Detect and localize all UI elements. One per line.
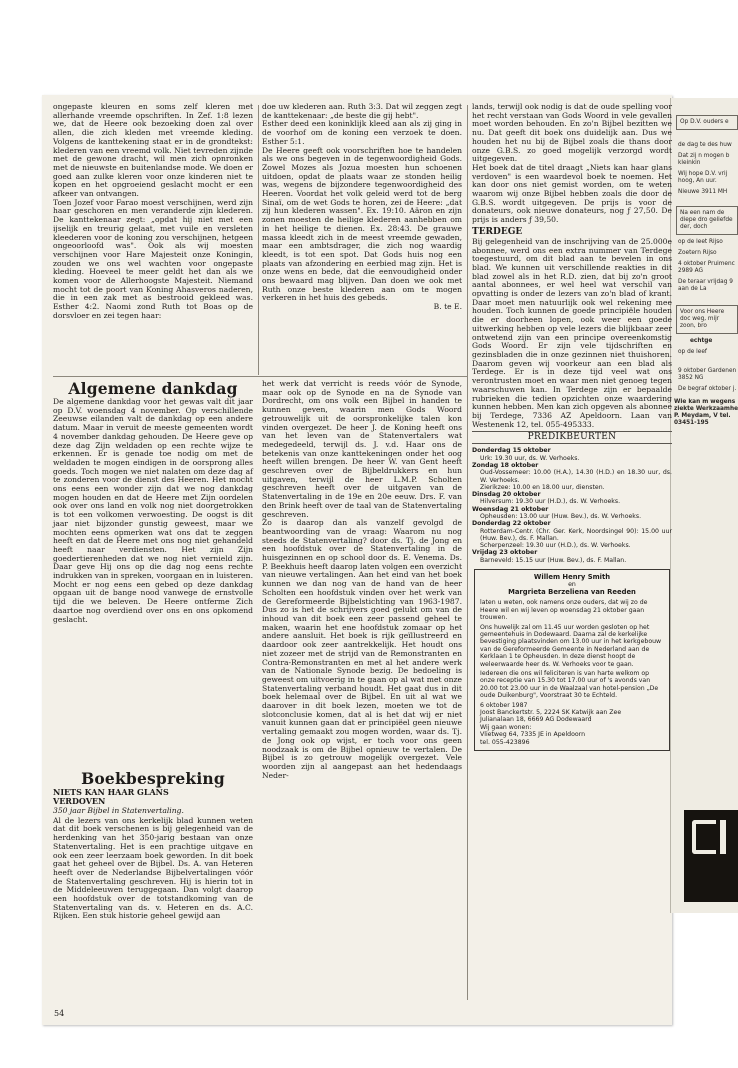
adjacent-page-fragments	[670, 112, 738, 427]
pred-day: Vrijdag 23 oktober	[472, 549, 538, 557]
fragment: De teraar vrijdag 9 aan de La	[678, 279, 733, 292]
notice-line: Wij gaan wonen:	[480, 723, 532, 731]
fragment-box: Op D.V. ouders e	[676, 115, 738, 130]
pred-day: Donderdag 15 oktober	[472, 447, 551, 455]
pred-day-block	[472, 447, 672, 462]
pred-service: Urk: 19.30 uur, ds. W. Verhoeks.	[480, 454, 580, 462]
pred-service: Zierikzee: 10.00 en 18.00 uur, diensten.	[480, 483, 605, 491]
pred-day-block	[472, 549, 672, 564]
paragraph: Esther deed een koninklijk kleed aan als zij ging in de voorhof om de koning een verzoek te doen. Esther 5:1.	[262, 119, 462, 146]
boekbespreking-heading: Boekbespreking	[81, 769, 225, 788]
fragment: de dag te des huw	[678, 142, 732, 148]
pred-service: Scherpenzeel: 19.30 uur (H.D.), ds. W. Verhoeks.	[480, 542, 631, 550]
advertisement-logo	[684, 810, 738, 902]
predikbeurten-heading: PREDIKBEURTEN	[472, 431, 672, 444]
notice-line: Vlietweg 64, 7335 JE in Apeldoorn	[480, 731, 586, 739]
notice-line: Julianalaan 18, 6669 AG Dodewaard	[480, 716, 592, 724]
pred-service: Rotterdam-Centr. (Chr. Ger. Kerk, Noordsingel 90): 15.00 uur (Huw. Bev.), ds. F. Mallan.	[480, 527, 672, 542]
fragment: Dat zij n mogen b kleinkin	[678, 153, 730, 166]
paragraph: lands, terwijl ook nodig is dat de oude spelling voor het recht verstaan van Gods Woord in vele gevallen moet worden behouden. En zo'n Bijbel bezitten we nu. Dat geeft dit boek ons duidelijk aan. Dus we houden het nu bij de Bijbel zoals die thans door onze G.B.S. zo goed mogelijk verzorgd wordt uitgegeven.	[472, 102, 672, 164]
fragment: echtge	[690, 338, 713, 344]
notice-line: Iedereen die ons wil feliciteren is van harte welkom op onze receptie van 15.30 tot 17.00 uur of 's avonds van 20.00 tot 23.00 uur in de Waalzaal van hotel-pension „De oude Duikenburg", Voorstraat 30 te Echteld.	[480, 669, 659, 700]
dankdag-heading: Algemene dankdag	[68, 379, 238, 398]
fragment: Wie kan m wegens ziekte Werkzaamhe P. Meydam, V tel. 03451-195	[674, 399, 738, 426]
fragment: Nieuwe 3911 MH	[678, 189, 728, 195]
book-title-line-1: NIETS KAN HAAR GLANS	[53, 787, 169, 797]
pred-day-block	[472, 520, 672, 549]
pred-day: Zondag 18 oktober	[472, 461, 539, 469]
bride-name: Margrieta Berzeliena van Reeden	[508, 587, 636, 596]
author-signature: B. te E.	[433, 302, 462, 312]
column-2-continued	[262, 380, 462, 780]
column-1	[53, 103, 253, 321]
book-title-line-2: VERDOVEN	[53, 796, 106, 806]
conjunction: en	[568, 581, 576, 589]
boekbespreking-article	[53, 770, 253, 921]
pred-service: Opheusden: 13.00 uur (Huw. Bev.), ds. W. Verhoeks.	[480, 512, 642, 520]
paragraph: doe uw klederen aan. Ruth 3:3. Dat wil zeggen zegt de kanttekenaar: „de beste die gij hebt".	[262, 102, 462, 120]
notice-line: laten u weten, ook namens onze ouders, dat wij zo de Heere wil en wij leven op woensdag 21 oktober gaan trouwen.	[480, 599, 648, 622]
notice-line: Ons huwelijk zal om 11.45 uur worden gesloten op het gemeentehuis in Dodewaard. Daarna zal de kerkelijke bevestiging plaatsvinden om 13.00 uur in het kerkgebouw van de Gereformeerde Gemeente in Nederland aan de Kerklaan 1 te Opheusden. In deze dienst hoopt de weleerwaarde heer ds. W. Verhoeks voor te gaan.	[480, 623, 662, 668]
fragment: op de leef	[678, 349, 707, 355]
pred-day: Dinsdag 20 oktober	[472, 491, 541, 499]
dankdag-article	[53, 380, 253, 624]
column-2	[262, 103, 462, 312]
notice-line: 6 oktober 1987	[480, 701, 528, 709]
paragraph: het werk dat verricht is reeds vóór de Synode, maar ook op de Synode en na de Synode van Dordrecht, om ons volk een Bijbel in handen te kunnen geven, waarin men Gods Woord getrouwelijk uit de oorspronkelijke talen kon vinden overgezet. De heer J. de Koning heeft ons van het leven van de Statenvertalers wat medegedeeld, terwijl ds. J. v.d. Haar ons de betekenis van onze kanttekeningen onder het oog heeft willen brengen. De heer W. van Gent heeft geschreven over de Bijbeldrukkers en hun uitgaven, terwijl de heer L.M.P. Scholten geschreven heeft over de uitgaven van de Statenvertaling in de 19e en 20e eeuw. Drs. F. van den Brink heeft over de taal van de Statenvertaling geschreven.	[262, 379, 462, 519]
fragment: Wij hope D.V. vrij hoog, An uur.	[678, 171, 728, 184]
page-number: 54	[54, 1009, 65, 1018]
notice-line: tel. 055-423896	[480, 738, 530, 746]
book-tagline: 350 jaar Bijbel in Statenvertaling.	[53, 806, 184, 815]
predikbeurten-list	[472, 447, 672, 564]
pred-service: Barneveld: 15.15 uur (Huw. Bev.), ds. F. Mallan.	[480, 556, 627, 564]
fragment: De begraf oktober j.	[678, 386, 737, 392]
pred-day: Donderdag 22 oktober	[472, 520, 551, 528]
wedding-announcement	[474, 569, 670, 751]
paragraph: De Heere geeft ook voorschriften hoe te handelen als we ons begeven in de tegenwoordigheid Gods. Zowel Mozes als Jozua moesten hun schoenen uitdoen, opdat de plaats waar ze stonden heilig was, wegens de bijzondere tegenwoordigheid des Heeren. Voordat het volk geleid werd tot de berg Sinaï, om de wet Gods te horen, zei de Heere: „dat zij hun klederen wassen". Ex. 19:10. Aäron en zijn zonen moesten de heilige klederen aanhebben om in het heilige te dienen. Ex. 28:43. De grauwe massa kleedt zich in de meest vreemde gewaden, maar een ambtsdrager, die zich nog waardig kleedt, is tot een spot. Dat Gods huis nog een plaats van afzondering en eerbied mag zijn. Het is onze wens en bede, dat die eenvoudigheid onder ons bewaard mag blijven. Dan doen we ook met Ruth onze beste klederen aan om te mogen verkeren in het huis des gebeds.	[262, 145, 462, 303]
fragment: 4 oktober Pruimenc 2989 AG	[678, 261, 735, 274]
pred-day: Woensdag 21 oktober	[472, 505, 549, 513]
fragment: Zoetern Rijso	[678, 250, 717, 256]
column-rule	[258, 105, 259, 375]
paragraph: Zo is daarop dan als vanzelf gevolgd de beantwoording van de vraag: Waarom nu nog steeds de Statenvertaling? door ds. Tj. de Jong en een hoofdstuk over de Statenvertaling in de huisgezinnen en op school door ds. E. Venema. Ds. P. Beekhuis heeft daarop laten volgen een overzicht van nieuwe vertalingen. Aan het eind van het boek kunnen we dan nog van de hand van de heer Scholten een hoofdstuk vinden over het werk van de Gereformeerde Bijbelstichting van 1963-1987. Dus zo is het de schrijvers goed gelukt om van de inhoud van dit boek een zeer passend geheel te maken, waarin het ene hoofdstuk zomaar op het andere aansluit. Het boek is rijk geïllustreerd en daardoor ook zeer aantrekkelijk. Het houdt ons niet zozeer met de strijd van de Remonstranten en Contra-Remonstranten en met al het andere werk van de Nationale Synode bezig. De bedoeling is geweest om uitvoerig in te gaan op al wat met onze Statenvertaling verband houdt. Het gaat dus in dit boek helemaal over de Bijbel. En uit al wat we daarover in dit boek lezen, moeten we tot de slotconclusie komen, dat al is het dat wij er niet vanuit kunnen gaan dat er principiëel geen nieuwe vertaling gemaakt zou mogen worden, waar ds. Tj. de Jong ook op wijst, er toch voor ons geen noodzaak is om de Bijbel opnieuw te vertalen. De Bijbel is zo getrouw mogelijk overgezet. Vele woorden zijn al aangepast aan het hedendaags Neder-	[262, 518, 462, 780]
groom-name: Willem Henry Smith	[533, 573, 611, 582]
fragment-box: Na een nam de diepe dro geliefde der, doch	[676, 206, 738, 235]
paragraph: Het boek dat de titel draagt „Niets kan haar glans verdoven" is een waardevol boek te noemen. Het kan door ons niet gemist worden, om te weten waarom wij onze Bijbel hebben zoals die door de G.B.S. wordt uitgegeven. De prijs is voor de donateurs, ook nieuwe donateurs, nog ƒ 27,50. De prijs is anders ƒ 39,50.	[472, 162, 672, 225]
section-rule	[53, 376, 467, 377]
column-rule	[467, 105, 468, 1000]
fragment: op de leet Rijso	[678, 239, 723, 245]
pred-day-block	[472, 491, 672, 506]
column-3	[472, 103, 672, 751]
fragment-box: Voor ons Heere doc weg, mijr zoon, bro	[676, 305, 738, 334]
paragraph: Toen Jozef voor Farao moest verschijnen, werd zijn haar geschoren en men veranderde zijn klederen. De kanttekenaar zegt: „opdat hij niet met een ijselijk en treurig gelaat, met vuile en versleten kleederen voor de koning zou verschijnen, hetgeen ongeoorloofd was". Ook als wij moesten verschijnen voor Hare Majesteit onze Koningin, zouden we ons wel wachten voor ongepaste kleding. Hoeveel te meer geldt het dan als we komen voor de Allerhoogste Majesteit. Niemand mocht tot de poort van Koning Ahasveros naderen, die in een zak met as bestrooid gekleed was. Esther 4:2. Naomi zond Ruth tot Boas op de dorsvloer en zei tegen haar:	[53, 197, 253, 320]
pred-day-block	[472, 462, 672, 491]
pred-service: Hilversum: 19.30 uur (H.D.), ds. W. Verhoeks.	[480, 498, 621, 506]
terdege-heading: TERDEGE	[472, 226, 523, 237]
notice-line: Joost Banckertstr. 5, 2224 SK Katwijk aan Zee	[480, 708, 622, 716]
paragraph: Al de lezers van ons kerkelijk blad kunnen weten dat dit boek verschenen is bij gelegenheid van de herdenking van het 350-jarig bestaan van onze Statenvertaling. Het is een prachtige uitgave en ook een zeer leerzaam boek geworden. In dit boek gaat het geheel over de Bijbel. Ds. A. van Heteren heeft over de Nederlandse Bijbelvertalingen vóór de Statenvertaling geschreven. Hij is hierin tot in de Middeleeuwen teruggegaan. Dan volgt daarop een hoofdstuk over de totstandkoming van de Statenvertaling van ds. v. Heteren en ds. A.C. Rijken. Een stuk historie geheel gewijd aan	[53, 815, 253, 921]
paragraph: Bij gelegenheid van de inschrijving van de 25.000e abonnee, werd ons een extra nummer van Terdege toegestuurd, om dit blad aan te bevelen in ons blad. We kunnen uit verschillende reakties in dit blad zowel als in het R.D. zien, dat bij zo'n groot aantal abonnees, er wel heel wat verschil van opvatting is onder de lezers van zo'n blad of krant. Daar moet men natuurlijk ook wel rekening mee houden. Toch kunnen de goede principiële houden die er doorheen lopen, ook weer een goede uitwerking hebben op vele lezers die blijkbaar zeer ontwetend zijn van een principe overeenkomstig Gods Woord. Er zijn vele tijdschriften en gezinsbladen die in onze gezinnen niet thuishoren. Daarom geven wij voorkeur aan een blad als Terdege. Er is in deze tijd veel wat ons verontrusten moet en waar men niet genoeg tegen waarschuwen kan. In Terdege zijn er bepaalde rubrieken die tedien opzichten onze waardering kunnen hebben. Men kan zich opgeven als abonnee bij Terdege, 7336 AZ Apeldoorn. Laan van Westenenk 12, tel. 055-495333.	[472, 236, 672, 429]
pred-day-block	[472, 506, 672, 521]
pred-service: Oud-Vossemeer: 10.00 (H.A.), 14.30 (H.D.) en 18.30 uur, ds. W. Verhoeks.	[480, 469, 672, 484]
fragment: 9 oktober Gardenen 3852 NG	[678, 368, 737, 381]
paragraph: De algemene dankdag voor het gewas valt dit jaar op D.V. woensdag 4 november. Op verschillende Zeeuwse eilanden valt de dankdag op een andere datum. Maar in veruit de meeste gemeenten wordt 4 november dankdag gehouden. De Heere geve op deze dag Zijn weldaden op een rechte wijze te erkennen. Er is genade toe nodig om met de weldaden te mogen eindigen in de oorsprong alles goeds. Toch mogen we niet nalaten om deze dag af te zonderen voor de dienst des Heeren. Het mocht ons eens een wonder zijn dat we nog dankdag mogen houden en dat de Heere met Zijn oordelen ook over ons land en volk nog niet doorgetrokken is tot een volkomen verwoesting. De oogst is dit jaar niet bijzonder gunstig geweest, maar we mochten eens opmerken wat ons dat te zeggen heeft en dat de Heere met ons nog niet gehandeld heeft naar verdiensten. Het zijn Zijn goedertierenheden dat we nog niet vernield zijn. Daar geve Hij ons op die dag nog eens rechte indrukken van in spreken, voorgaan en in luisteren. Mocht er nog eens een gebed op deze dankdag opgaan uit de bange nood vanwege de ernstvolle tijd die we beleven. De Heere ontferme Zich daartoe nog overdiend over ons en ons opkomend geslacht.	[53, 397, 253, 624]
paragraph: ongepaste kleuren en soms zelf kleren met allerhande vreemde opschriften. In Zef. 1:8 lezen we, dat de Heere ook bezoeking doen zal over allen, die zich kleden met vreemde kleding. Volgens de kanttekening staat er in de grondtekst: klederen van een vreemd volk. Niet tevreden zijnde met de gewone dracht, wil men zich opnronken met de nieuwste en buitenlandse mode. We doen er goed aan zulke kleren voor onze kinderen niet te kopen en het opgroeiend geslacht mocht er een afkeer van ontvangen.	[53, 102, 253, 199]
